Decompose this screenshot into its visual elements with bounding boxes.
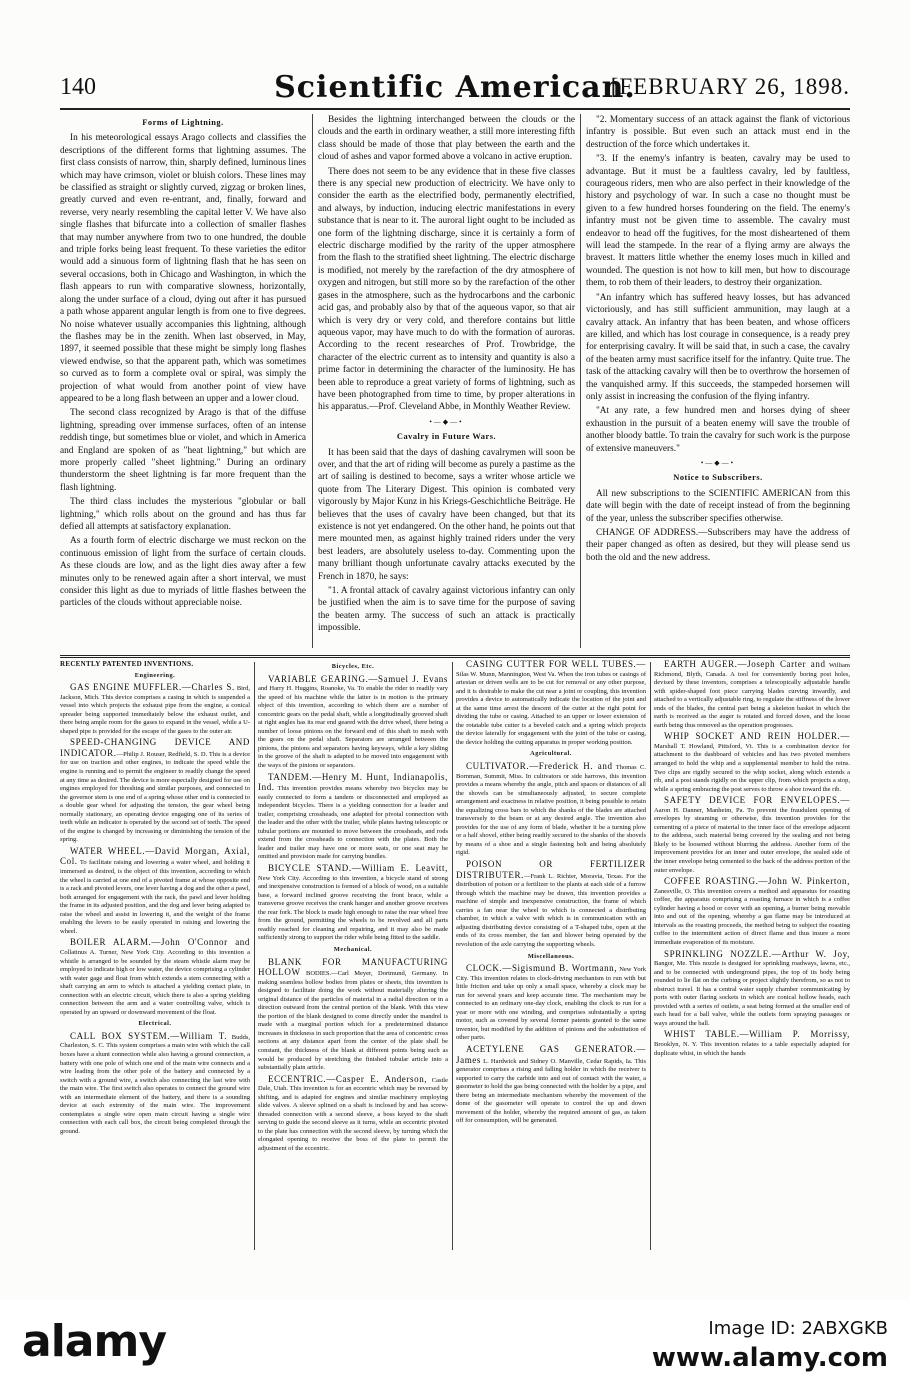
entry-body: —Frank L. Richter, Moravia, Texas. For the distribution of poison or a fertilizer to the plants at each side of a furrow through which the machine may be drawn, this invention provides a machine of simple and inexpensive construction, the frame of which carries a fan near the wheel to which is connected a distributing chamber, in which a valve with which is in communication with an adjusting distributing device consisting of a T-shaped tube, open at the ends of its cross member, the fan and blower being operated by the revolution of the axle carrying the supporting wheels.	[456, 872, 646, 948]
entry-title: CULTIVATOR.—Frederick H. and	[466, 761, 613, 772]
entry-title: EARTH AUGER.—Joseph Carter and	[664, 660, 826, 669]
entry-body: Budds, Charleston, S. C. This system comprises a main wire with which the call boxes have a shunt connection while also having a ground connection, a battery with one pole of which one end of the main wire connects and a wire leading from the other pole of the battery and connected by a switch with a ground wire, a switch also connecting the last wire with the main wire. The first switch also operates to connect the ground wire with an intermediate element of the battery, and there is a sounding device at each extremity of the main wire. The improvement contemplates a single wire open main circuit having a single wire connection with each call box, the circuit being completed through the ground.	[60, 1033, 250, 1135]
entry-body: Marshall T. Howland, Pittsford, Vt. This is a combination device for attachment to the dashboard of vehicles and has two pivoted members arranged to hold the whip and a supplemental member to hold the reins. Two clips are rigidly secured to the whip socket, along which extends a rib, and a post stands rigidly on the upper clip, from which projects a stop, while a spring embracing the post serves to throw a shoe toward the rib.	[654, 742, 850, 793]
issue-date: [FEBRUARY 26, 1898.	[610, 74, 850, 99]
stock-watermark-bar	[0, 1300, 910, 1390]
lower-column-4	[654, 660, 850, 1250]
paragraph: As a fourth form of electric discharge we must reckon on the continuous emission of light from the surface of certain clouds. As these clouds are low, and as the light dies away after a few minutes only to be renewed again after a short interval, we must consider this light as due to myriads of little flashes between the particles of the clouds without appreciable noise.	[60, 536, 306, 609]
upper-column-1	[60, 114, 306, 648]
entry-body: Bangor, Me. This nozzle is designed for sprinkling roadways, lawns, etc., and to be connected with underground pipes, the top of its body being rounded to lie flat on the curbing or project slightly therefrom, so as not to obstruct travel. It has a central water supply chamber communicating by ports with outer flaring sockets in which are conical hollow heads, each provided with a series of outlets, a seat being formed at the smaller end of each head for a ball valve, while the outlets form spraying passages or ways around the ball.	[654, 960, 850, 1027]
entry-body: Silas W. Munn, Mannington, West Va. When the iron tubes or casings of artesian or driven wells are to be cut for removal or any other purpose, and it is desirable to make the cut near a joint or coupling, this invention provides a device to automatically indicate the location of the joint and at the same time arrest the descent of the cutter at the right point for dividing the tube or casing. Attached to an upper or lower extension of the rotatable tube cutter is a beveled catch and a spring which projects the device laterally for engagement with the joint of the tube or casing, the device holding the cutting apparatus in proper working position.	[456, 670, 646, 746]
column-divider	[580, 114, 581, 648]
article-heading-cavalry: Cavalry in Future Wars.	[396, 432, 497, 442]
upper-column-3	[586, 114, 850, 648]
entry-title: BICYCLE STAND.—William E. Leavitt,	[268, 863, 448, 874]
entry-body: This invention provides means whereby two bicycles may be easily connected to form a tandem or disconnected and employed as independent bicycles. There is a yielding connection for a leader and trailer, comprising crossheads, one adapted for pivotal connection with the leader and the other with the trailer, while plates having telescopic or tubular portions are mounted to move between the crossheads, and rods extend from the crossheads to connection with the plates. Both the leader and trailer may have one or more seats, or one seat may be omitted and provision made for carrying bundles.	[258, 785, 448, 861]
entry-title: SPEED-CHANGING DEVICE AND INDICATOR.	[60, 737, 250, 758]
category-heading-electrical: Electrical.	[138, 1020, 172, 1028]
entry-body: and Harry H. Huggins, Roanoke, Va. To enable the rider to readily vary the speed of his machine while the latter is in motion is the primary object of this invention, according to which there are a number of concentric gears on the pedal shaft, while a longitudinally grooved shaft at right angles has its rear end geared with the drive wheel, there being a number of loose pinions on the forward end of this shaft to mesh with the gears on the pedal shaft. Separators are arranged between the pinions, the pinions and separators having keyways, while a key sliding in the groove of the shaft is adapted to be moved into engagement with the ways of the pinions or separators.	[258, 685, 448, 770]
entry-title: WATER WHEEL.—David Morgan, Axial, Col.	[60, 845, 250, 867]
paragraph: In his meteorological essays Arago collects and classifies the descriptions of the different forms that lightning assumes. The first class consists of narrow, thin, sharply defined, luminous lines which may have crimson, violet or bluish colors. These lines may be classified as straight or slightly curved, zigzag or broken lines, greatly curved and even re-entrant, and, finally, forward and reverse, very nearly resembling the capital letter V. We have also single flashes that bifurcate into a collection of smaller flashes that may number anywhere from two to one hundred, the double and triple forks being least frequent. To these varieties the editor would add a sinuous form of lightning flash that he has seen on several occasions, both in Chicago and Washington, in which the flash appears to run with comparative slowness, horizontally, along the under surface of a cloud, dying out after it has pursued a path whose apparent angular length is from one to five degrees. No noise whatever usually accompanies this lightning, although the flashes may be in the zenith. When last observed, in May, 1897, it seemed possible that these might be simply long flashes viewed endwise, so that the apparent path, which was sometimes so curved as to form a complete oval or spiral, was simply the projection of what would from another point of view have appeared to be a long flash between an upper and a lower cloud.	[60, 133, 306, 404]
watermark-info	[652, 1318, 888, 1373]
entry-body: Brooklyn, N. Y. This invention relates to a table especially adapted for duplicate whist, in which the hands	[654, 1040, 850, 1057]
column-divider	[452, 662, 453, 1250]
entry-title: CASING CUTTER FOR WELL TUBES.—	[466, 660, 646, 669]
entry-body: To facilitate raising and lowering a water wheel, and holding it immersed as desired, is the object of this invention, according to which the wheel is carried at one end of a pivoted frame at whose opposite end is a rack and pivoted levers, one lever having a dog and the other a pawl, both arranged for engagement with the rack, the pawl and lever holding the frame in its adjusted position, and the dog and lever being adapted to raise the wheel and assist in lowering it, and the weight of the frame enabling the levers to be easily operated in raising and lowering the wheel.	[60, 859, 250, 935]
entry-title: ACETYLENE GAS GENERATOR.—James	[456, 1043, 646, 1065]
entry-title: SPRINKLING NOZZLE.—Arthur W. Joy,	[664, 948, 850, 959]
page-header	[60, 72, 850, 106]
ornament-divider: •—◆—•	[700, 458, 736, 467]
header-rule	[60, 108, 850, 110]
paragraph: The second class recognized by Arago is that of the diffuse lightning, spreading over immense surfaces, often of an intense reddish tinge, but sometimes blue or violet, and which in America and England are spoken of as "heat lightning," but which are more properly called "sheet lightning." During an ordinary thunderstorm the sheet lightning is far more frequent than the flash lightning.	[60, 408, 306, 493]
image-id-label: Image ID: 2ABXGKB	[708, 1318, 888, 1339]
entry-title: CALL BOX SYSTEM.—William T.	[70, 1030, 228, 1041]
column-divider	[650, 662, 651, 1250]
entry-title: TANDEM.—Henry M. Hunt, Indianapolis, Ind.	[258, 771, 448, 793]
entry-body: William Richmond, Blyth, Canada. A tool for conveniently boring post holes, devised by these inventors, comprises a telescopically adjustable handle with spider-shaped foot piece carrying blades curving inwardly, and attached to a vertically adjustable ring, to regulate the stiffness of the lower ends of the blades, the central part being a skeleton basket in which the earth is received as the auger is rotated and forced down, and the loose earth being thus removed as the operation progresses.	[654, 662, 850, 729]
column-divider	[312, 114, 313, 648]
paragraph: "An infantry which has suffered heavy losses, but has advanced victoriously, and has still sufficient ammunition, may laugh at a cavalry attack. An infantry that has been beaten, and whose officers are killed, and which has lost courage in consequence, is a ready prey for enterprising cavalry. It will be said that, in such a case, the cavalry of the beaten army must sacrifice itself for the infantry. Quite true. The task of the attacking cavalry will then be to overthrow the horsemen of the vanquished army. If this succeeds, the stampeded horsemen will only assist in increasing the confusion of the flying infantry.	[586, 292, 850, 402]
alamy-logo: alamy	[22, 1316, 166, 1367]
entry-title: BOILER ALARM.—John O'Connor and	[70, 937, 250, 948]
category-heading-miscellaneous: Miscellaneous.	[527, 952, 575, 960]
entry-title: VARIABLE GEARING.—Samuel J. Evans	[268, 673, 448, 684]
category-heading-mechanical: Mechanical.	[333, 945, 373, 953]
entry-body: L. Hardwick and Sidney O. Manville, Cedar Rapids, Ia. This generator comprises a rising and falling holder in which the receiver is supported to carry the carbide into and out of contact with the water, a gasometer to hold the gas being connected with the holder by a pipe, and there being an intermediate mechanism whereby the movement of the dome of the gasometer will operate to control the up and down movement of the holder, whereby the required amount of gas, as taken off for consumption, will be generated.	[456, 1057, 646, 1125]
entry-body: Aaron H. Danner, Manheim, Pa. To prevent the fraudulent opening of envelopes by steaming or otherwise, this invention provides for the cementing of a piece of material to the inner face of the envelope adjacent to the address, such material being covered by the sealing and not being likely to be loosened without blurring the address. Another form of the improvement provides for an inner and outer envelope, the sealed side of the inner envelope being cemented to the back of the address portion of the outer envelope.	[654, 806, 850, 874]
paragraph: "3. If the enemy's infantry is beaten, cavalry may be used to advantage. But it must be a faultless cavalry, led by faultless, courageous riders, men who are also perfect in their knowledge of the history and psychology of war. In such a case no thought must be given to a few hundred horses foundering on the field. The enemy's infantry must not be given time to assemble. The cavalry must endeavor to head off the fugitives, for the most disheartened of them will lead the stampede. In the rear of a flying army are always the bravest. It matters little whether the enemy loses much in killed and wounded. The question is not how to kill men, but how to discourage them, to rob them of their leaders, to destroy their organization.	[586, 154, 850, 289]
section-title-patents: RECENTLY PATENTED INVENTIONS.	[60, 660, 194, 668]
paragraph: "2. Momentary success of an attack against the flank of victorious infantry is possible. But even such an attack must end in the destruction of the force which undertakes it.	[586, 115, 850, 150]
entry-title: POISON OR FERTILIZER DISTRIBUTER.	[456, 859, 646, 880]
entry-title: COFFEE ROASTING.—John W. Pinkerton,	[664, 876, 850, 887]
page-number: 140	[60, 74, 96, 100]
lower-column-2	[258, 660, 448, 1250]
paragraph: It has been said that the days of dashing cavalrymen will soon be over, and that the art of riding will become as purely a pastime as the art of sailing is destined to become, says a writer whose article we quote from The Literary Digest. This opinion is combated very vigorously by Major Kunz in his Kriegs-Geschichtliche Beiträge. He believes that the uses of cavalry have been changed, but that its existence is not yet endangered. On the other hand, he points out that mere mounted men, as against highly trained riders under the very best leaders, are absolutely useless to-day. Commenting upon the many brilliant though unfortunate cavalry attacks executed by the French in 1870, he says:	[318, 447, 575, 582]
paragraph: "1. A frontal attack of cavalry against victorious infantry can only be justified when the aim is to save time for the purpose of saving the beaten army. The success of such an attack is practically impossible.	[318, 586, 575, 634]
paragraph: "At any rate, a few hundred men and horses dying of sheer exhaustion in the pursuit of a beaten enemy will save the trouble of another bloody battle. To train the cavalry for such work is the purpose of extensive maneuvers."	[586, 406, 850, 454]
entry-title: WHIP SOCKET AND REIN HOLDER.—	[664, 731, 850, 742]
paragraph: Besides the lightning interchanged between the clouds or the clouds and the earth in ordinary weather, a still more interesting fifth class should be made of those that play between the earth and the cloud of ashes and vapor formed above a volcano in active eruption.	[318, 115, 575, 163]
entry-title: GAS ENGINE MUFFLER.—Charles S.	[70, 682, 235, 693]
paragraph: All new subscriptions to the SCIENTIFIC AMERICAN from this date will begin with the date of receipt instead of from the beginning of the year, unless the subscriber specifies otherwise.	[586, 488, 850, 524]
entry-body: Castle Dale, Utah. This invention is for an eccentric which may be reversed by shifting, and is adapted for engines and similar machinery employing slide valves. A sleeve splined on a shaft is inclosed by and has screw-threaded connection with a second sleeve, a boss keyed to the shaft serving to guide the second sleeve as it turns, while an eccentric pivoted to the plate has connection with the second sleeve, by turning which the elongated opening to receive the boss of the plate to permit the adjustment of the eccentric.	[258, 1076, 448, 1152]
entry-body: New York City. This invention relates to clock-driving mechanism to run with but little friction and take up only a small space, whereby a clock may be run for several years and keep accurate time. The mechanism may be connected to an ordinary one-day clock, enabling the clock to run for a year or more with one winding, and comprises substantially a spring motor, such as covered by several former patents granted to the same inventor, but modified by the addition of pinions and the substitution of other parts.	[456, 966, 646, 1042]
ornament-divider: •—◆—•	[429, 417, 464, 426]
entry-title: SAFETY DEVICE FOR ENVELOPES.—	[664, 795, 850, 806]
watermark-url: www.alamy.com	[651, 1343, 888, 1373]
entry-title: CLOCK.—Sigismund B. Wortmann,	[466, 963, 618, 974]
category-heading-engineering: Engineering.	[134, 671, 176, 679]
article-heading-notice: Notice to Subscribers.	[673, 473, 763, 483]
upper-column-2	[318, 114, 575, 648]
paragraph: CHANGE OF ADDRESS.—Subscribers may have the address of their paper changed as often as desired, but they will please send us both the old and the new address.	[586, 528, 850, 563]
entry-title: ECCENTRIC.—Casper E. Anderson,	[268, 1073, 428, 1084]
entry-body: Zanesville, O. This invention covers a method and apparatus for roasting coffee, the apparatus comprising a roasting furnace in which is a coffee cylinder having a hood or cover with an opening, a burner being movable into and out of the opening, whereby a gas flame may be introduced at intervals as the roasting proceeds, the method being to subject the roasting coffee to the intermittent action of direct flame and thus insure a more immediate evaporation of its moisture.	[654, 887, 850, 946]
entry-title: BLANK FOR MANUFACTURING HOLLOW	[258, 956, 448, 978]
journal-title: Scientific American.	[274, 70, 636, 105]
entry-title: WHIST TABLE.—William P. Morrissy,	[664, 1029, 850, 1040]
entry-body: Thomas C. Bornman, Summit, Miss. In cultivators or side harrows, this invention provides a means whereby the angle, pitch and spaces or distances of all the shovels can be simultaneously adjusted, to secure complete arrangement and exactness in relative position, it being possible to retain the equalizing cross bars to which the shanks of the blades are attached transversely to the beam or at any desired angle. The invention also provides for the use of any form of blade, whether it be a turning plow or a half shovel, either being readily secured to the shanks of the shovels by means of a shoe and a single fastening bolt and being absolutely rigid.	[456, 764, 646, 857]
category-heading-agricultural: Agricultural.	[530, 750, 572, 758]
category-heading-bicycles: Bicycles, Etc.	[331, 663, 375, 670]
article-heading-forms-of-lightning: Forms of Lightning.	[142, 118, 224, 127]
section-rule	[60, 655, 850, 658]
lower-column-3	[456, 660, 646, 1250]
entry-body: —Philip J. Rouser, Redfield, S. D. This is a device for use on traction and other engines, to indicate the speed while the engine is running and to permit the engineer to readily change the speed at any time as desired. The device is more especially designed for use on engines employed for threshing and similar purposes, and connected to the governor stem is one end of a spring whose other end is connected to a double gear wheel for adjusting the tension, the gear wheel being normally stationary, an operating device engaging one of its series of teeth while an indicator is operated by the second set of teeth. The speed of the engine is changed by increasing or diminishing the tension of the spring.	[60, 750, 250, 844]
lower-column-1	[60, 660, 250, 1250]
entry-body: New York City. According to this invention, a bicycle stand of strong and inexpensive construction is formed of a block of wood, on a suitable base, a forward inclined groove receiving the front brace, while a transverse groove receives the crank hanger and another groove receives the rear fork. The block is made high enough to raise the rear wheel free from the ground, permitting the wheels to be revolved and all parts readily reached for cleaning and repairing, and it may also be made sufficiently strong to support the rider while being fitted to the saddle.	[258, 874, 448, 942]
entry-body: Bird, Jackson, Mich. This device comprises a casing in which is suspended a vessel into which projects the exhaust pipe from the engine, a conical spreader being supported immediately below the exhaust outlet, and there being ample room for the gases to expand in the vessel, while a U-shaped pipe is provided for the escape of the gases to the outer air.	[60, 685, 250, 735]
entry-body: Collatinus A. Turner, New York City. According to this invention a whistle is arranged to be sounded by the steam whistle alarm may be employed to indicate high or low water, the device comprising a cylinder with water gage and float from which extends a stem connecting with a shaft carrying an arm to which is attached a yielding contact plate, in connection with an electric circuit, which there is also a spring yielding connection between the arm and a water controlling valve, which is operated by an upward or downward movement of the float.	[60, 948, 250, 1016]
paragraph: The third class includes the mysterious "globular or ball lightning," which rolls about on the ground and has thus far defied all attempts at satisfactory explanation.	[60, 497, 306, 532]
paragraph: There does not seem to be any evidence that in these five classes there is any special new production of electricity. We have only to consider the earth as the electrified body, permanently electrified, and always, by induction, inducing electric manifestations in every substance that is near to it. The auroral light ought to be included as one form of the lightning discharge, since it is certainly a form of electric discharge modified by the rarity of the upper atmosphere from the flash to the stratified sheet lightning. The electric discharge is modified, not merely by the rarefaction of the dry atmosphere of oxygen and nitrogen, but still more so by the rarefaction of the other gases in the atmosphere, such as the hydrocarbons and the carbonic acid gas, and probably also by that of the aqueous vapor, so that air which is very dry or very cold, and therefore contains but little aqueous vapor, may have much to do with the formation of auroras. According to the recent researches of Prof. Trowbridge, the character of the electric current as to intensity and quantity is also a prime factor in determining the character of the luminosity. He has been able to reproduce a great variety of forms of lightning, such as have been photographed from time to time, by proper alterations in his apparatus.—Prof. Cleveland Abbe, in Monthly Weather Review.	[318, 166, 575, 413]
entry-body: BODIES.—Carl Meyer, Dortmund, Germany. In making seamless hollow bodies from plates or sheets, this invention is designed to facilitate doing the work without materially altering the original distance of the particles of material in a radial direction or in a direction outward from the central portion of the blank. With this view the portion of the blank designed to come directly under the mandrel is made with a marginal portion which for a predetermined distance increases in thickness in such proportion that the area of concentric cross sections at any distance apart from the center of the plate shall be constant, the thickness of the blank at different points being such as would be produced by stretching the finished tubular article into a substantially plain article.	[258, 970, 448, 1072]
column-divider	[254, 662, 255, 1250]
